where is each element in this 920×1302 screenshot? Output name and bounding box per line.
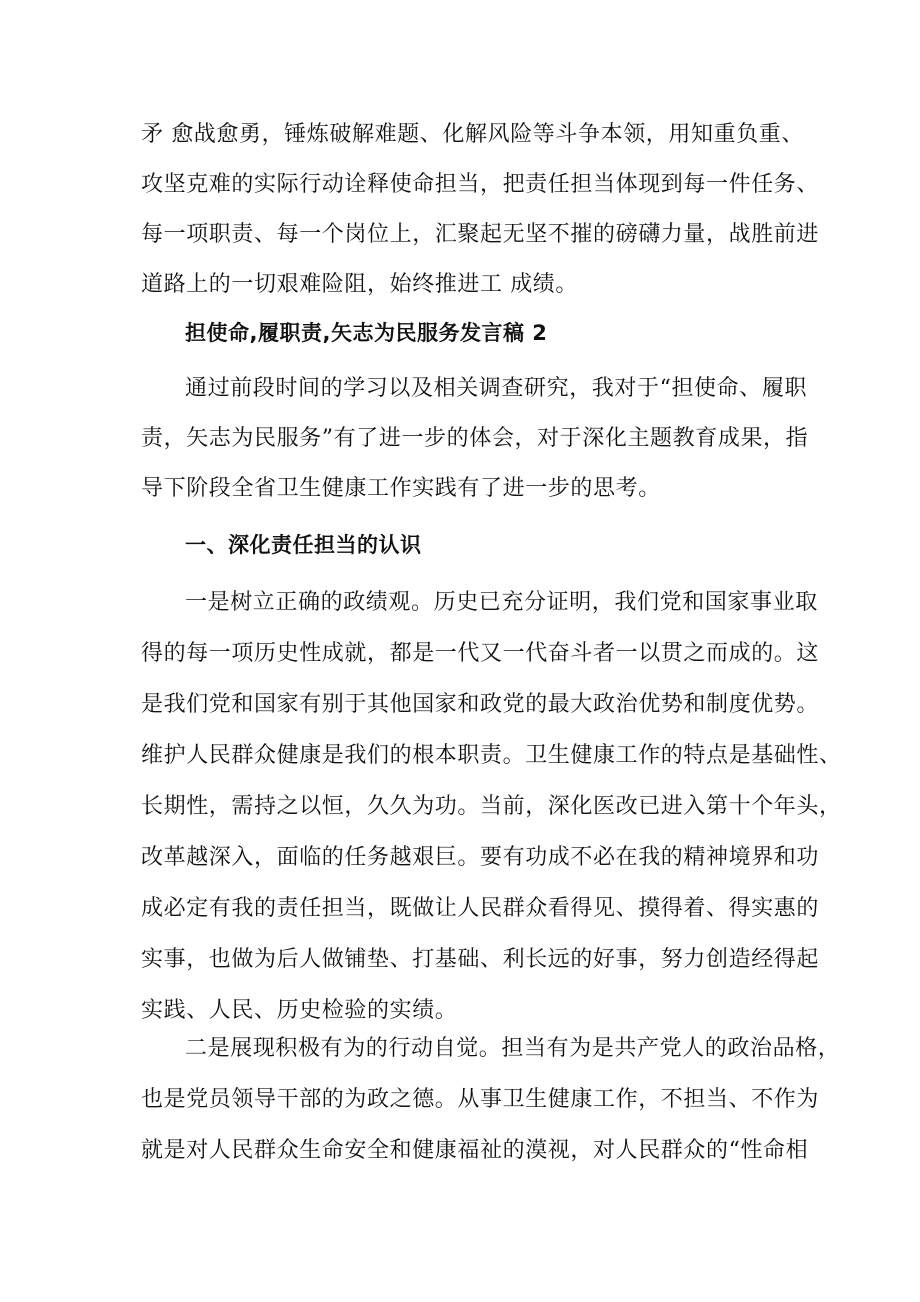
text-line: 每一项职责、每一个岗位上，汇聚起无坚不摧的磅礴力量，战胜前进 (141, 222, 820, 247)
text-line: 道路上的一切艰难险阻，始终推进工 成绩。 (141, 272, 578, 297)
paragraph-political-view (141, 588, 842, 1026)
section-heading-block (141, 530, 791, 560)
text-line: 实事，也做为后人做铺垫、打基础、利长远的好事，努力创造经得起 (141, 947, 820, 972)
text-line: 一是树立正确的政绩观。历史已充分证明，我们党和国家事业取 (185, 590, 818, 615)
paragraph-action (141, 1034, 841, 1166)
section-heading: 一、深化责任担当的认识 (185, 533, 422, 557)
paragraph-continuation (141, 120, 820, 300)
text-line: 实践、人民、历史检验的实绩。 (141, 998, 458, 1023)
text-line: 得的每一项历史性成就，都是一代又一代奋斗者一以贯之而成的。这 (141, 641, 820, 666)
text-line: 也是党员领导干部的为政之德。从事卫生健康工作，不担当、不作为 (141, 1087, 820, 1112)
text-line: 导下阶段全省卫生健康工作实践有了进一步的思考。 (141, 476, 661, 501)
paragraph-intro (141, 374, 809, 504)
document-title: 担使命,履职责,矢志为民服务发言稿 2 (185, 321, 548, 345)
text-line: 就是对人民群众生命安全和健康福祉的漠视，对人民群众的“性命相 (141, 1138, 809, 1163)
text-line: 长期性，需持之以恒，久久为功。当前，深化医改已进入第十个年头， (141, 794, 842, 819)
text-line: 责，矢志为民服务”有了进一步的体会，对于深化主题教育成果，指 (141, 426, 809, 451)
text-line: 维护人民群众健康是我们的根本职责。卫生健康工作的特点是基础性、 (141, 743, 842, 768)
text-line: 攻坚克难的实际行动诠释使命担当，把责任担当体现到每一件任务、 (141, 172, 820, 197)
text-line: 二是展现积极有为的行动自觉。担当有为是共产党人的政治品格， (185, 1036, 841, 1061)
text-line: 是我们党和国家有别于其他国家和政党的最大政治优势和制度优势。 (141, 692, 820, 717)
text-line: 改革越深入，面临的任务越艰巨。要有功成不必在我的精神境界和功 (141, 845, 820, 870)
text-line: 成必定有我的责任担当，既做让人民群众看得见、摸得着、得实惠的 (141, 896, 820, 921)
document-title-block (141, 318, 791, 348)
text-line: 通过前段时间的学习以及相关调查研究，我对于“担使命、履职 (185, 376, 808, 401)
text-line: 矛 愈战愈勇，锤炼破解难题、化解风险等斗争本领，用知重负重、 (141, 122, 804, 147)
